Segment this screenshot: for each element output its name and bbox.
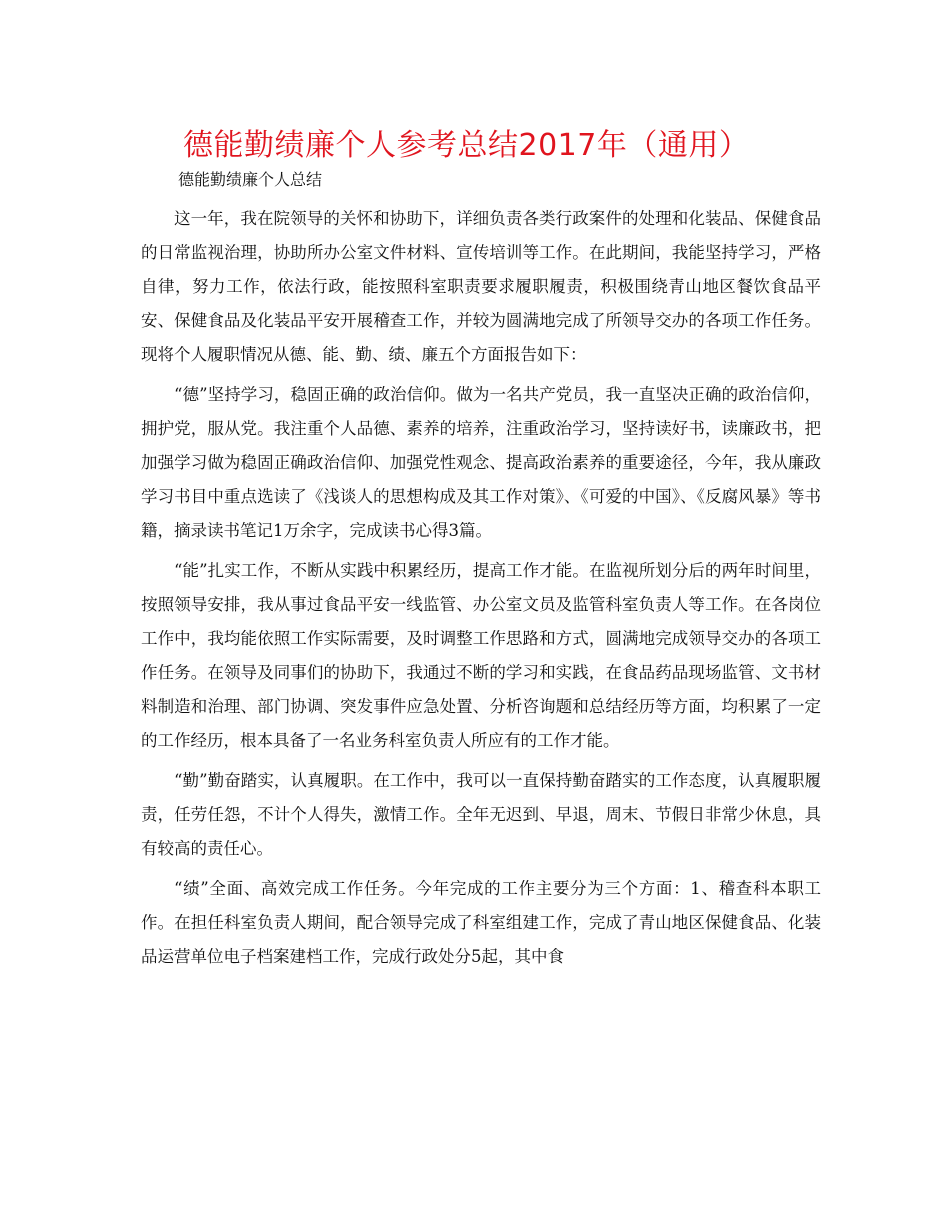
paragraph-neng: “能”扎实工作，不断从实践中积累经历，提高工作才能。在监视所划分后的两年时间里，按照领导安排，我从事过食品平安一线监管、办公室文员及监管科室负责人等工作。在各岗位工作中，我均能依照工作实际需要，及时调整工作思路和方式，圆满地完成领导交办的各项工作任务。在领导及同事们的协助下，我通过不断的学习和实践，在食品药品现场监管、文书材料制造和治理、部门协调、突发事件应急处置、分析咨询题和总结经历等方面，均积累了一定的工作经历，根本具备了一名业务科室负责人所应有的工作才能。 <box>141 561 821 750</box>
paragraph-qin: “勤”勤奋踏实，认真履职。在工作中，我可以一直保持勤奋踏实的工作态度，认真履职履责，任劳任怨，不计个人得失，激情工作。全年无迟到、早退，周末、节假日非常少休息，具有较高的责任心。 <box>141 771 821 858</box>
paragraph-intro: 这一年，我在院领导的关怀和协助下，详细负责各类行政案件的处理和化装品、保健食品的日常监视治理，协助所办公室文件材料、宣传培训等工作。在此期间，我能坚持学习，严格自律，努力工作，依法行政，能按照科室职责要求履职履责，积极围绕青山地区餐饮食品平安、保健食品及化装品平安开展稽查工作，并较为圆满地完成了所领导交办的各项工作任务。现将个人履职情况从德、能、勤、绩、廉五个方面报告如下： <box>141 209 821 364</box>
document-title: 德能勤绩廉个人参考总结2017年（通用） <box>183 128 750 163</box>
paragraph-ji: “绩”全面、高效完成工作任务。今年完成的工作主要分为三个方面：1、稽查科本职工作。在担任科室负责人期间，配合领导完成了科室组建工作，完成了青山地区保健食品、化装品运营单位电子档案建档工作，完成行政处分5起，其中食 <box>141 879 821 966</box>
paragraph-de: “德”坚持学习，稳固正确的政治信仰。做为一名共产党员，我一直坚决正确的政治信仰，拥护党，服从党。我注重个人品德、素养的培养，注重政治学习，坚持读好书，读廉政书，把加强学习做为稳固正确政治信仰、加强党性观念、提高政治素养的重要途径，今年，我从廉政学习书目中重点选读了《浅谈人的思想构成及其工作对策》、《可爱的中国》、《反腐风暴》等书籍，摘录读书笔记1万余字，完成读书心得3篇。 <box>141 385 821 540</box>
document-body <box>141 202 821 980</box>
document-subtitle: 德能勤绩廉个人总结 <box>178 170 323 189</box>
